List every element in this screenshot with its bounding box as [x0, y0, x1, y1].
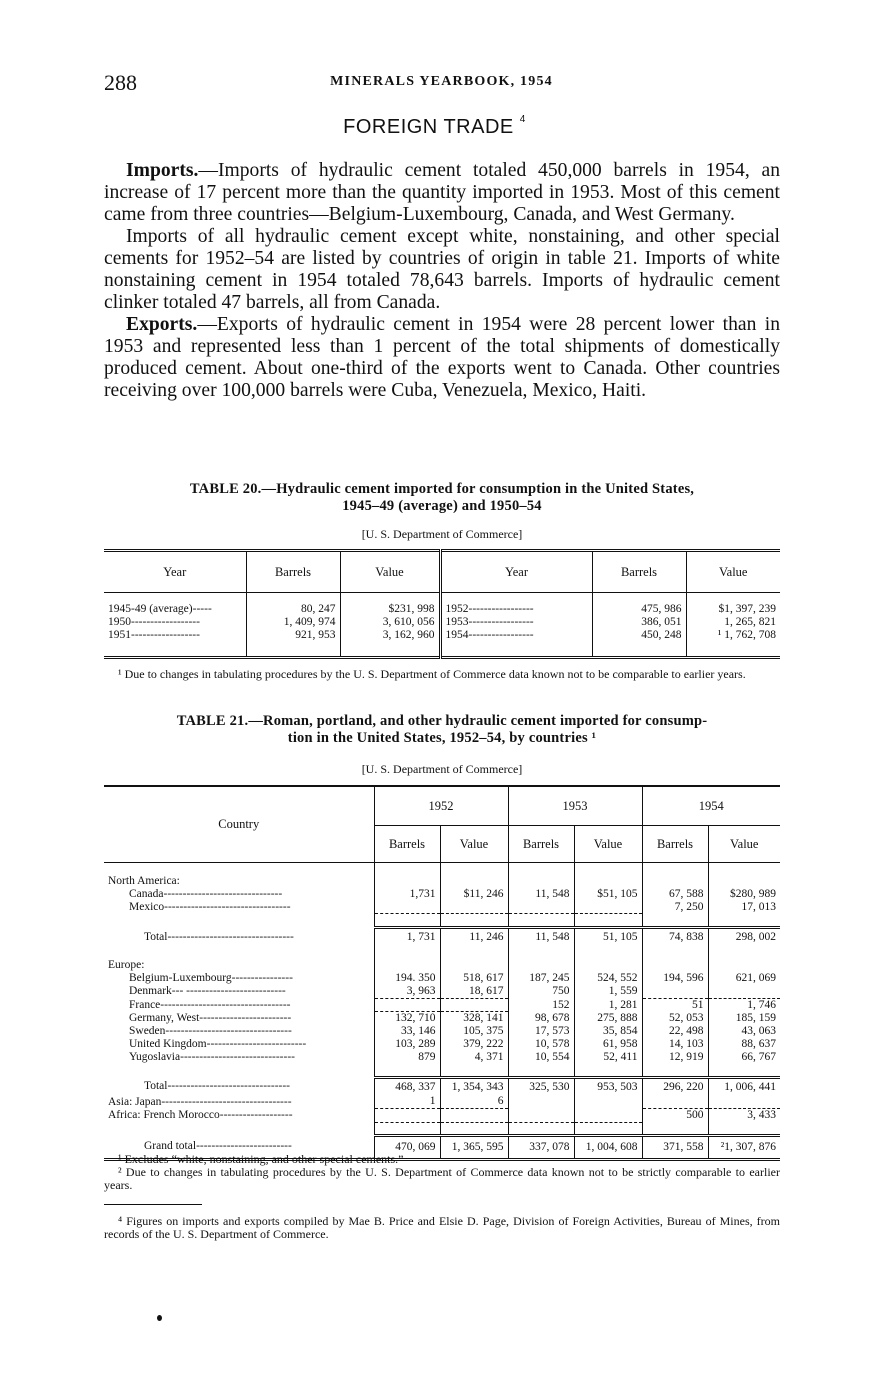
value-1952: 18, 617 — [440, 985, 508, 999]
total-value-1952: 1, 354, 343 — [440, 1077, 508, 1095]
value-1954: 88, 637 — [708, 1038, 780, 1051]
barrels-1954: 500 — [642, 1109, 708, 1123]
barrels-cell: 80, 247 — [246, 603, 340, 616]
table21-footnote-2: ² Due to changes in tabulating procedures by the U. S. Department of Commerce data known not to be strictly comparable to earlier years. — [104, 1165, 780, 1192]
barrels-1953 — [508, 901, 574, 914]
barrels-1953: 152 — [508, 998, 574, 1012]
value-cell: 3, 162, 960 — [340, 629, 440, 642]
table21-caption-line1: TABLE 21.—Roman, portland, and other hydraulic cement imported for consump- — [176, 713, 708, 729]
barrels-1953: 11, 548 — [508, 888, 574, 901]
value-1952: 328, 141 — [440, 1012, 508, 1026]
value-1954: 66, 767 — [708, 1051, 780, 1064]
grand-total-value-1953: 1, 004, 608 — [574, 1136, 642, 1160]
table21-header-barrels: Barrels — [508, 826, 574, 863]
barrels-1952: 1,731 — [374, 888, 440, 901]
table21-header-value: Value — [708, 826, 780, 863]
barrels-1952 — [374, 1109, 440, 1123]
table-row — [104, 927, 780, 947]
total-value-1954: 1, 006, 441 — [708, 1077, 780, 1095]
table-row — [104, 1012, 780, 1026]
barrels-1953: 10, 578 — [508, 1038, 574, 1051]
table20-year-cell: 1945-49 (average)----- — [108, 603, 212, 615]
value-1954: 185, 159 — [708, 1012, 780, 1026]
table20-spacer-bottom — [104, 642, 780, 658]
value-1952 — [440, 998, 508, 1012]
total-cell: Total-------------------------------- — [144, 1079, 291, 1092]
value-1954: 621, 069 — [708, 972, 780, 985]
country-label: Sweden — [129, 1025, 166, 1038]
barrels-1952 — [374, 901, 440, 914]
total-value-1953: 51, 105 — [574, 927, 642, 947]
table-row — [104, 1095, 780, 1109]
table20-year-cell: 1953----------------- — [440, 616, 592, 629]
value-1953: 1, 559 — [574, 985, 642, 999]
table21-source: [U. S. Department of Commerce] — [361, 762, 523, 776]
footnote-divider — [104, 1204, 202, 1205]
barrels-1954: 22, 498 — [642, 1025, 708, 1038]
barrels-1953: 187, 245 — [508, 972, 574, 985]
table20-footnote — [104, 668, 780, 681]
barrels-cell: 475, 986 — [592, 603, 686, 616]
table20-header-value: Value — [340, 551, 440, 593]
total-label: Total — [144, 930, 168, 943]
total-value-1952: 11, 246 — [440, 927, 508, 947]
country-cell: Denmark--- -------------------------- — [129, 985, 286, 998]
grand-total-barrels-1954: 371, 558 — [642, 1136, 708, 1160]
region-label: North America: — [108, 874, 180, 887]
country-cell: Canada------------------------------- — [129, 887, 283, 900]
imports-lead: Imports. — [126, 160, 199, 181]
table20-caption — [104, 481, 780, 515]
value-1952: 379, 222 — [440, 1038, 508, 1051]
value-cell: ¹ 1, 762, 708 — [686, 629, 780, 642]
barrels-1952: 1 — [374, 1095, 440, 1109]
table-row — [104, 616, 780, 629]
value-1954: $280, 989 — [708, 888, 780, 901]
total-label: Total — [144, 1079, 168, 1092]
page-footnote-text: ⁴ Figures on imports and exports compiled by Mae B. Price and Elsie D. Page, Division of Foreign Activities, Bureau of Mines, from records of the U. S. Department of Commerce. — [104, 1214, 780, 1241]
table20-year-cell: 1952----------------- — [440, 603, 592, 616]
value-1952 — [440, 901, 508, 914]
table-row — [104, 629, 780, 642]
table20-year-cell: 1950------------------ — [108, 616, 200, 628]
value-1952: 6 — [440, 1095, 508, 1109]
exports-text: —Exports of hydraulic cement in 1954 were 28 percent lower than in 1953 and represented less than 1 percent of the total shipments of domestically produced cement. About one-third of the exports went to Canada. Other countries receiving over 100,000 barrels were Cuba, Venezuela, Mexico, Haiti. — [104, 314, 780, 401]
barrels-1953 — [508, 1109, 574, 1123]
grand-total-barrels-1953: 337, 078 — [508, 1136, 574, 1160]
table21-gap — [104, 947, 780, 959]
table20-header-value-2: Value — [686, 551, 780, 593]
table-row — [104, 998, 780, 1012]
country-cell: Africa: French Morocco------------------- — [108, 1109, 293, 1122]
country-label: Mexico — [129, 900, 165, 913]
year-label: 1954 — [445, 629, 469, 641]
table-row — [104, 1109, 780, 1123]
section-title-text: FOREIGN TRADE — [343, 116, 514, 138]
country-cell: Sweden--------------------------------- — [129, 1025, 292, 1038]
value-cell: $1, 397, 239 — [686, 603, 780, 616]
table21-header-barrels: Barrels — [374, 826, 440, 863]
barrels-1954 — [642, 1095, 708, 1109]
barrels-1953: 98, 678 — [508, 1012, 574, 1026]
barrels-1952: 3, 963 — [374, 985, 440, 999]
table-row — [104, 1038, 780, 1051]
value-1953: 35, 854 — [574, 1025, 642, 1038]
table-row — [104, 985, 780, 999]
year-label: 1950 — [108, 616, 131, 628]
imports-paragraph — [104, 160, 780, 226]
country-cell: Asia: Japan---------------------------------- — [108, 1095, 292, 1108]
country-label: Denmark — [129, 985, 172, 998]
value-1953 — [574, 901, 642, 914]
country-label: Africa: French Morocco — [108, 1109, 220, 1122]
table21-header-1953: 1953 — [508, 786, 642, 826]
country-label: France — [129, 998, 161, 1011]
section-title — [0, 116, 869, 139]
value-1954: 1, 746 — [708, 998, 780, 1012]
table-row — [104, 1025, 780, 1038]
barrels-1954: 12, 919 — [642, 1051, 708, 1064]
bullet-mark — [157, 1315, 162, 1321]
table21-header-row-1 — [104, 786, 780, 826]
table-row — [104, 888, 780, 901]
country-label: Yugoslavia — [129, 1051, 181, 1064]
barrels-cell: 921, 953 — [246, 629, 340, 642]
imports-paragraph-2: Imports of all hydraulic cement except white, nonstaining, and other special cements for 1952–54 are listed by countries of origin in table 21. Imports of white nonstaining cement in 1954 totaled 78,643 barrels. Imports of hydraulic cement clinker totaled 47 barrels, all from Canada. — [104, 226, 780, 313]
total-barrels-1954: 74, 838 — [642, 927, 708, 947]
table21-footnotes — [104, 1153, 780, 1192]
table20-header-barrels-2: Barrels — [592, 551, 686, 593]
grand-total-value-1952: 1, 365, 595 — [440, 1136, 508, 1160]
country-label: Belgium-Luxembourg — [129, 971, 232, 984]
country-label: Canada — [129, 887, 164, 900]
value-cell: $231, 998 — [340, 603, 440, 616]
country-cell: United Kingdom-------------------------- — [129, 1038, 307, 1051]
table21-header-value: Value — [440, 826, 508, 863]
table20-source: [U. S. Department of Commerce] — [361, 527, 523, 541]
value-1953: 61, 958 — [574, 1038, 642, 1051]
exports-paragraph — [104, 314, 780, 402]
exports-lead: Exports. — [126, 314, 198, 335]
total-barrels-1954: 296, 220 — [642, 1077, 708, 1095]
table20-header-barrels: Barrels — [246, 551, 340, 593]
table20-caption-line1: TABLE 20.—Hydraulic cement imported for consumption in the United States, — [189, 481, 695, 497]
value-1952: $11, 246 — [440, 888, 508, 901]
value-cell: 1, 265, 821 — [686, 616, 780, 629]
year-label: 1952 — [445, 603, 469, 615]
region-label: Europe: — [108, 958, 145, 971]
country-label: Germany, West — [129, 1012, 200, 1025]
table21-header-barrels: Barrels — [642, 826, 708, 863]
running-head: MINERALS YEARBOOK, 1954 — [330, 74, 553, 89]
table21-footnote-1: ¹ Excludes “white, nonstaining, and other special cements.” — [118, 1152, 404, 1166]
table21-header-1954: 1954 — [642, 786, 780, 826]
barrels-1952: 194. 350 — [374, 972, 440, 985]
value-1953 — [574, 1095, 642, 1109]
table21-header-value: Value — [574, 826, 642, 863]
table20 — [104, 549, 780, 659]
table21-header-country: Country — [104, 786, 374, 863]
value-1954: 17, 013 — [708, 901, 780, 914]
barrels-1952: 132, 710 — [374, 1012, 440, 1026]
table-row — [104, 1051, 780, 1064]
table-row — [104, 603, 780, 616]
table21-caption — [104, 713, 780, 747]
value-1952: 4, 371 — [440, 1051, 508, 1064]
value-1953: 52, 411 — [574, 1051, 642, 1064]
grand-total-barrels-1952: 470, 069 — [374, 1136, 440, 1160]
table20-spacer — [104, 593, 780, 604]
table-row — [104, 959, 780, 972]
total-value-1954: 298, 002 — [708, 927, 780, 947]
barrels-1954: 52, 053 — [642, 1012, 708, 1026]
value-1952 — [440, 1109, 508, 1123]
value-1954 — [708, 985, 780, 999]
value-1953: 275, 888 — [574, 1012, 642, 1026]
barrels-1954: 14, 103 — [642, 1038, 708, 1051]
table20-header-row — [104, 551, 780, 593]
value-1954 — [708, 1095, 780, 1109]
table21 — [104, 785, 780, 1161]
barrels-1954: 7, 250 — [642, 901, 708, 914]
table21-spacer — [104, 863, 780, 875]
barrels-1952: 879 — [374, 1051, 440, 1064]
barrels-cell: 450, 248 — [592, 629, 686, 642]
barrels-1953 — [508, 1095, 574, 1109]
value-1953 — [574, 1109, 642, 1123]
barrels-1954 — [642, 985, 708, 999]
barrels-1954: 51 — [642, 998, 708, 1012]
table-row — [104, 1077, 780, 1095]
total-barrels-1953: 11, 548 — [508, 927, 574, 947]
table21-gap — [104, 914, 780, 928]
table21-gap — [104, 1122, 780, 1136]
country-label: United Kingdom — [129, 1038, 207, 1051]
country-cell: Belgium-Luxembourg---------------- — [129, 971, 293, 984]
table20-year-cell: 1951------------------ — [108, 629, 200, 641]
country-cell: Germany, West------------------------ — [129, 1012, 292, 1025]
barrels-1953: 10, 554 — [508, 1051, 574, 1064]
table20-footnote-text: ¹ Due to changes in tabulating procedures by the U. S. Department of Commerce data known not to be comparable to earlier years. — [118, 667, 746, 681]
grand-total-value-1954: ²1, 307, 876 — [708, 1136, 780, 1160]
country-cell: Mexico--------------------------------- — [129, 900, 291, 913]
value-1952: 105, 375 — [440, 1025, 508, 1038]
body-text — [104, 160, 780, 402]
barrels-1952 — [374, 998, 440, 1012]
table20-year-cell: 1954----------------- — [440, 629, 592, 642]
country-cell: Yugoslavia------------------------------ — [129, 1051, 295, 1064]
table-row — [104, 901, 780, 914]
table21-header-1952: 1952 — [374, 786, 508, 826]
year-label: 1945-49 (average) — [108, 603, 193, 615]
barrels-cell: 386, 051 — [592, 616, 686, 629]
value-cell: 3, 610, 056 — [340, 616, 440, 629]
value-1952: 518, 617 — [440, 972, 508, 985]
table21-gap — [104, 1064, 780, 1077]
country-cell: France---------------------------------- — [129, 998, 291, 1011]
page-number: 288 — [104, 70, 137, 95]
total-barrels-1952: 468, 337 — [374, 1077, 440, 1095]
barrels-1953: 750 — [508, 985, 574, 999]
value-1954: 3, 433 — [708, 1109, 780, 1123]
barrels-1952: 33, 146 — [374, 1025, 440, 1038]
barrels-1954: 67, 588 — [642, 888, 708, 901]
total-barrels-1953: 325, 530 — [508, 1077, 574, 1095]
table21-caption-line2: tion in the United States, 1952–54, by countries ¹ — [287, 730, 597, 746]
page-header — [104, 70, 779, 100]
total-cell: Total--------------------------------- — [144, 930, 294, 943]
country-label: Asia: Japan — [108, 1095, 162, 1108]
imports-text: —Imports of hydraulic cement totaled 450,000 barrels in 1954, an increase of 17 percent more than the quantity imported in 1953. Most of this cement came from three countries—Belgium-Luxembourg, Canada, and West Germany. — [104, 160, 780, 225]
grand-total-label: Grand total — [144, 1140, 197, 1153]
barrels-1954: 194, 596 — [642, 972, 708, 985]
year-label: 1953 — [445, 616, 469, 628]
page-footnote — [104, 1215, 780, 1241]
barrels-1952: 103, 289 — [374, 1038, 440, 1051]
table20-caption-line2: 1945–49 (average) and 1950–54 — [342, 498, 542, 514]
value-1953: $51, 105 — [574, 888, 642, 901]
barrels-1953: 17, 573 — [508, 1025, 574, 1038]
value-1954: 43, 063 — [708, 1025, 780, 1038]
value-1953: 1, 281 — [574, 998, 642, 1012]
value-1953: 524, 552 — [574, 972, 642, 985]
table20-header-year-2: Year — [440, 551, 592, 593]
table-row — [104, 972, 780, 985]
section-footnote-ref: 4 — [519, 114, 526, 125]
table20-header-year: Year — [104, 551, 246, 593]
grand-total-cell: Grand total------------------------- — [144, 1140, 292, 1153]
barrels-cell: 1, 409, 974 — [246, 616, 340, 629]
table-row — [104, 875, 780, 888]
total-value-1953: 953, 503 — [574, 1077, 642, 1095]
total-barrels-1952: 1, 731 — [374, 927, 440, 947]
year-label: 1951 — [108, 629, 131, 641]
